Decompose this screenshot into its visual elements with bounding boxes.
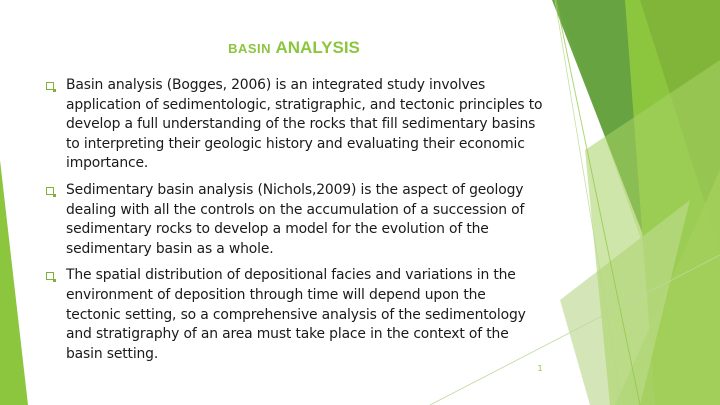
bullet-item [44, 181, 544, 259]
bullet-item [44, 266, 544, 364]
title-part-analysis: ANALYSIS [275, 38, 360, 57]
hollow-square-bullet-icon [46, 187, 54, 195]
hollow-square-bullet-icon [46, 272, 54, 280]
bullet-item [44, 76, 544, 174]
slide-title [0, 38, 588, 58]
page-number: 1 [537, 364, 543, 373]
hollow-square-bullet-icon [46, 82, 54, 90]
bullet-text: Basin analysis (Bogges, 2006) is an integrated study involves application of sedimentologic, stratigraphic, and tectonic principles to develop a full understanding of the rocks that fill sedimentary basins to interpreting their geologic history and evaluating their economic importance. [66, 77, 543, 172]
bullet-text: Sedimentary basin analysis (Nichols,2009) is the aspect of geology dealing with all the controls on the accumulation of a succession of sedimentary rocks to develop a model for the evolution of the sedimentary basin as a whole. [66, 181, 525, 257]
left-edge-wedge [0, 160, 28, 405]
bullet-list [44, 76, 544, 371]
title-part-basin: BASIN [228, 41, 272, 56]
bullet-text: The spatial distribution of depositional facies and variations in the environment of deposition through time will depend upon the tectonic setting, so a comprehensive analysis of the sedimentology and stratigraphy of an area must take place in the context of the basin setting. [66, 267, 526, 362]
